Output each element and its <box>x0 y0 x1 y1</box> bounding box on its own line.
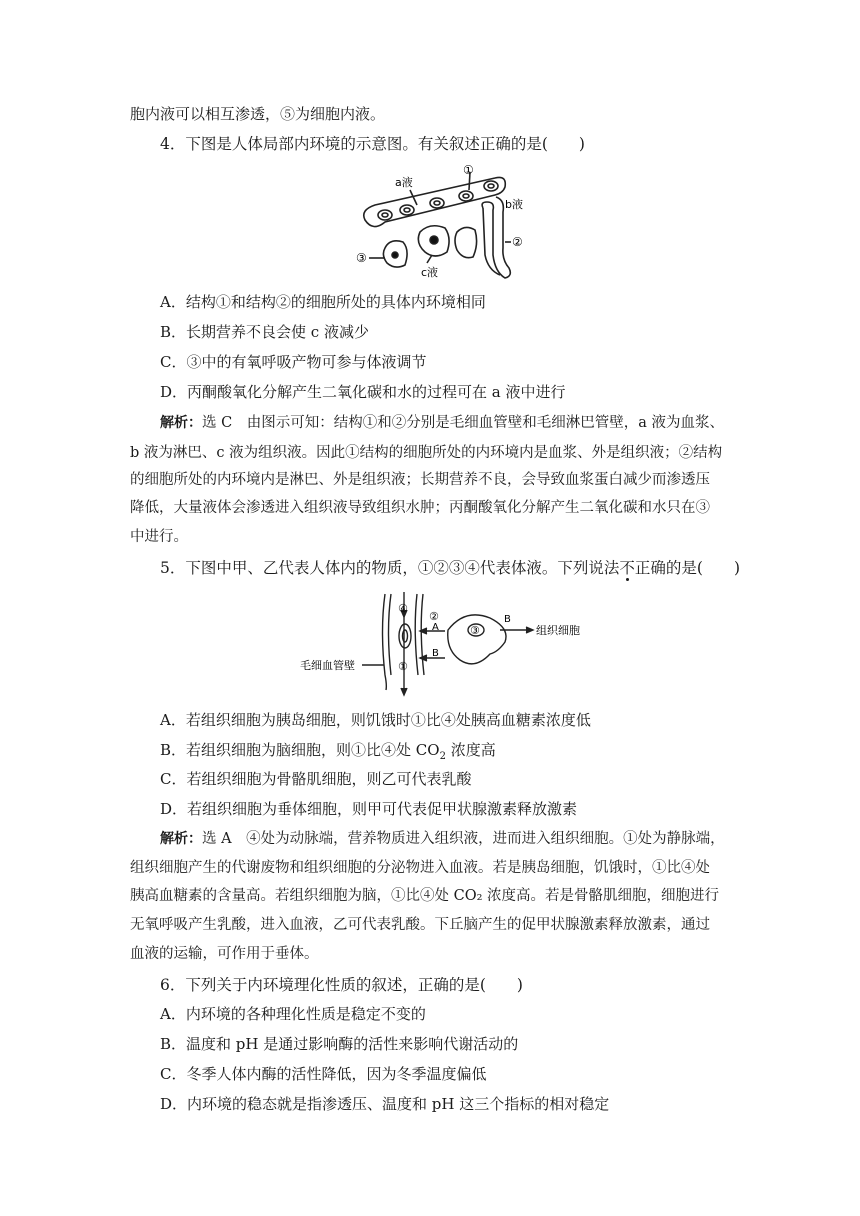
figure-internal-environment <box>355 160 525 280</box>
fig2-label-b-left: B <box>432 648 439 659</box>
figure-capillary-exchange <box>300 590 620 700</box>
label-num-1: ① <box>463 163 474 177</box>
q5-analysis-line-3: 胰高血糖素的含量高。若组织细胞为脑，①比④处 CO₂ 浓度高。若是骨骼肌细胞，细胞进行 <box>130 888 720 904</box>
label-num-3: ③ <box>356 251 367 265</box>
fig2-num-4: ④ <box>398 602 408 615</box>
q5-option-c: C．若组织细胞为骨骼肌细胞，则乙可代表乳酸 <box>160 770 472 788</box>
q5-analysis-line-5: 血液的运输，可作用于垂体。 <box>130 946 319 962</box>
fig2-num-2: ② <box>429 610 439 623</box>
q4-analysis-line-1: 解析：选 C 由图示可知：结构①和②分别是毛细血管壁和毛细淋巴管壁，a 液为血浆、 <box>160 415 724 431</box>
q5-analysis-line-4: 无氧呼吸产生乳酸，进入血液，乙可代表乳酸。下丘脑产生的促甲状腺激素释放激素，通过 <box>130 917 710 933</box>
fig2-num-1: ① <box>398 660 408 673</box>
q6-option-a: A．内环境的各种理化性质是稳定不变的 <box>160 1005 426 1023</box>
q5-option-b: B．若组织细胞为脑细胞，则①比④处 $CO_2$ 浓度高 <box>160 741 496 762</box>
fig2-label-a: A <box>432 622 439 633</box>
q4-analysis-line-3: 的细胞所处的内环境内是淋巴、外是组织液；长期营养不良，会导致血浆蛋白减少而渗透压 <box>130 472 710 488</box>
q4-analysis-line-5: 中进行。 <box>130 529 188 545</box>
q4-option-d: D．丙酮酸氧化分解产生二氧化碳和水的过程可在 a 液中进行 <box>160 383 566 401</box>
q4-option-c: C．③中的有氧呼吸产物可参与体液调节 <box>160 353 427 371</box>
analysis-label: 解析： <box>160 831 202 847</box>
q5-option-a: A．若组织细胞为胰岛细胞，则饥饿时①比④处胰高血糖素浓度低 <box>160 711 591 729</box>
question-6-stem: 6．下列关于内环境理化性质的叙述，正确的是( ) <box>160 976 523 994</box>
q4-option-b: B．长期营养不良会使 c 液减少 <box>160 323 369 341</box>
fig2-label-tissue-cell: 组织细胞 <box>536 624 580 637</box>
q5-analysis-line-2: 组织细胞产生的代谢废物和组织细胞的分泌物进入血液。若是胰岛细胞，饥饿时，①比④处 <box>130 860 710 876</box>
q4-option-a: A．结构①和结构②的细胞所处的具体内环境相同 <box>160 293 486 311</box>
fig2-label-b-right: B <box>504 614 511 625</box>
label-c-fluid: c液 <box>421 266 439 279</box>
label-b-fluid: b液 <box>505 198 523 211</box>
q5-option-d: D．若组织细胞为垂体细胞，则甲可代表促甲状腺激素释放激素 <box>160 800 578 818</box>
continued-text: 胞内液可以相互渗透，⑤为细胞内液。 <box>130 105 386 123</box>
emphasis-dot: 不 <box>619 559 635 577</box>
analysis-label: 解析： <box>160 415 202 431</box>
q6-option-b: B．温度和 pH 是通过影响酶的活性来影响代谢活动的 <box>160 1035 519 1053</box>
q4-analysis-line-2: b 液为淋巴、c 液为组织液。因此①结构的细胞所处的内环境内是血浆、外是组织液；②结构 <box>130 445 723 461</box>
fig2-label-capillary-wall: 毛细血管壁 <box>300 659 355 672</box>
q6-option-d: D．内环境的稳态就是指渗透压、温度和 pH 这三个指标的相对稳定 <box>160 1095 610 1113</box>
label-num-2: ② <box>512 235 523 249</box>
label-a-fluid: a液 <box>395 176 413 189</box>
q4-analysis-line-4: 降低，大量液体会渗透进入组织液导致组织水肿；丙酮酸氧化分解产生二氧化碳和水只在③ <box>130 500 710 516</box>
question-5-stem: 5．下图中甲、乙代表人体内的物质，①②③④代表体液。下列说法不正确的是( ) <box>160 559 740 577</box>
q6-option-c: C．冬季人体内酶的活性降低，因为冬季温度偏低 <box>160 1065 487 1083</box>
fig2-num-3: ③ <box>470 624 480 637</box>
question-4-stem: 4．下图是人体局部内环境的示意图。有关叙述正确的是( ) <box>160 135 585 153</box>
q5-analysis-line-1: 解析：选 A ④处为动脉端，营养物质进入组织液，进而进入组织细胞。①处为静脉端， <box>160 831 725 847</box>
